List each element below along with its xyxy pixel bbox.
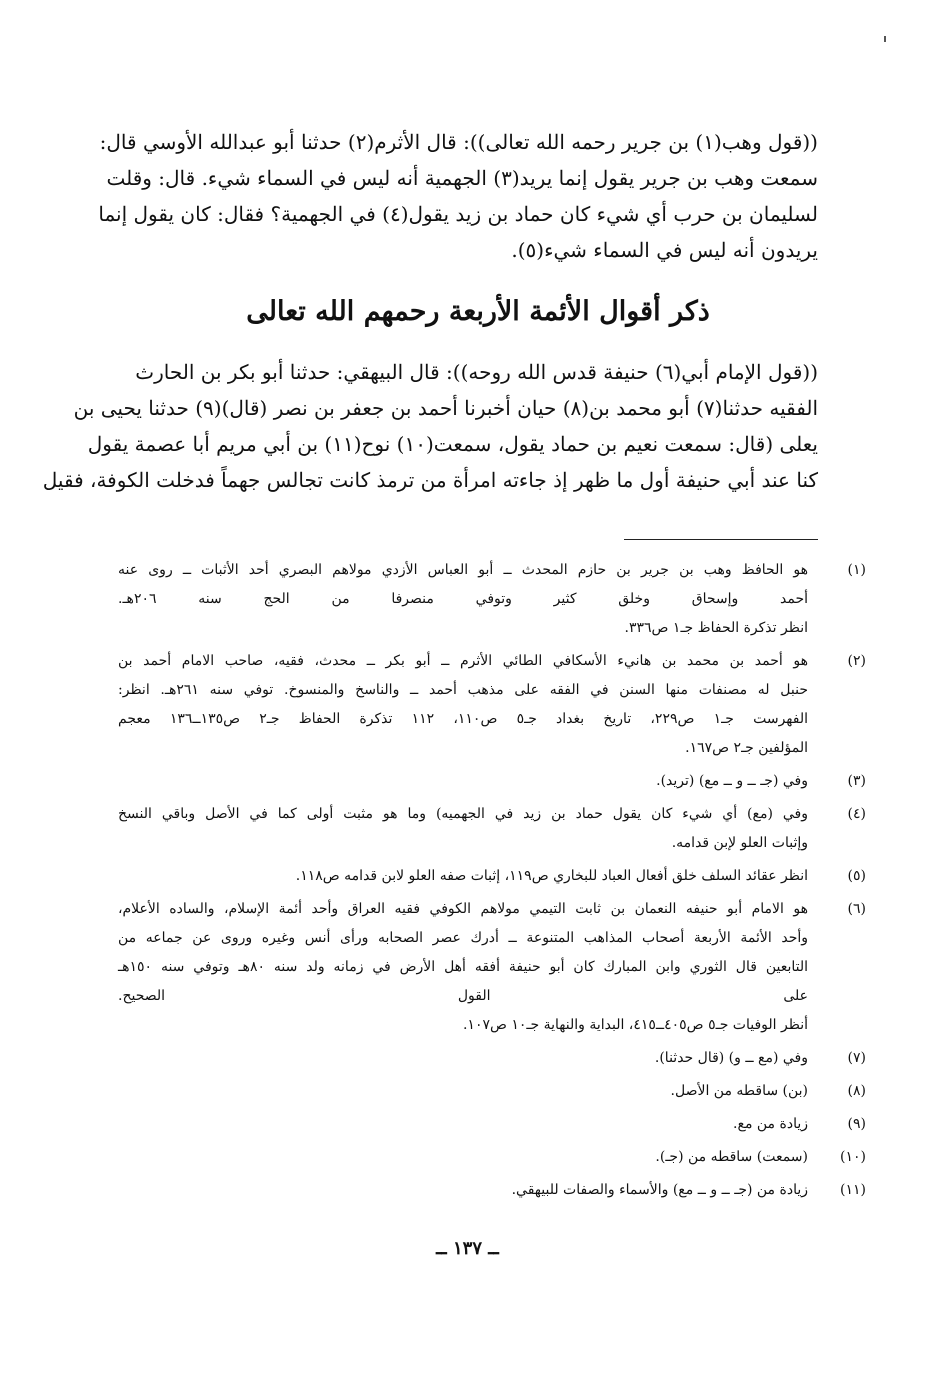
footnote-item — [118, 1044, 866, 1073]
footnote-line: هو الامام أبو حنيفه النعمان بن ثابت التيمي مولاهم الكوفي فقيه العراق وأحد أئمة الإسلام، والساده الأعلام، — [118, 901, 808, 917]
footnote-line: الفهرست جـ١ ص٢٢٩، تاريخ بغداد جـ٥ ص١١٠، ١١٢ تذكرة الحفاظ جـ٢ ص١٣٥ــ١٣٦ معجم — [118, 711, 808, 727]
paragraph-wahb-quote — [98, 124, 818, 268]
footnote-item — [118, 800, 866, 858]
margin-mark — [884, 36, 886, 42]
footnote-item — [118, 767, 866, 796]
footnote-line: وفي (مع ــ و) (قال حدثنا). — [654, 1050, 808, 1066]
footnote-line: (سمعت) ساقطه من (جـ). — [655, 1149, 808, 1165]
footnote-line: انظر تذكرة الحفاظ جـ١ ص٣٣٦. — [624, 620, 808, 636]
footnote-line: وأحد الأئمة الأربعة أصحاب المذاهب المتنوعة ــ أدرك عصر الصحابه ورأى أنس وغيره وروى عن جماعه من — [118, 930, 808, 946]
footnote-separator — [624, 539, 818, 540]
footnote-item — [118, 1143, 866, 1172]
text-line: سمعت وهب بن جرير يقول إنما يريد(٣) الجهمية أنه ليس في السماء شيء. قال: وقلت — [106, 166, 818, 190]
text-line: يعلى (قال: سمعت نعيم بن حماد يقول، سمعت(١٠) نوح(١١) بن أبي مريم أبا عصمة يقول — [87, 432, 818, 456]
text-line: الفقيه حدثنا(٧) أبو محمد بن(٨) حيان أخبرنا أحمد بن جعفر بن نصر (قال)(٩) حدثنا يحيى بن — [73, 396, 818, 420]
footnote-line: زيادة من مع. — [733, 1116, 808, 1132]
footnotes-section — [118, 556, 866, 1209]
footnote-line: وفي (مع) أي شيء كان يقول حماد بن زيد في الجهميه) وما هو مثبت أولى كما في الأصل وباقي النسخ — [118, 806, 808, 822]
footnote-item — [118, 647, 866, 763]
footnote-line: وفي (جـ ــ و ــ مع) (تريد). — [656, 773, 808, 789]
text-line: ((قول وهب(١) بن جرير رحمه الله تعالى)): قال الأثرم(٢) حدثنا أبو عبدالله الأوسي قال: — [99, 130, 818, 154]
footnote-line: (بن) ساقطه من الأصل. — [670, 1083, 808, 1099]
footnote-line: أنظر الوفيات جـ٥ ص٤٠٥ــ٤١٥، البداية والنهاية جـ١٠ ص١٠٧. — [462, 1017, 808, 1033]
footnote-item — [118, 862, 866, 891]
footnote-line: وإثبات العلو لإبن قدامه. — [671, 835, 808, 851]
footnote-line: أحمد وإسحاق وخلق كثير وتوفي منصرفا من الحج سنه ٢٠٦هـ. — [118, 591, 808, 607]
footnote-line: المؤلفين جـ٢ ص١٦٧. — [685, 740, 808, 756]
footnote-line: زيادة من (جـ ــ و ــ مع) والأسماء والصفات للبيهقي. — [511, 1182, 808, 1198]
footnote-number: (٣) — [847, 773, 866, 789]
footnote-number: (٨) — [847, 1083, 866, 1099]
footnote-line: هو الحافظ وهب بن جرير بن حازم المحدث ــ أبو العباس الأزدي مولاهم البصري أحد الأثبات ــ روى عنه — [118, 562, 808, 578]
footnote-number: (١١) — [840, 1182, 866, 1198]
footnote-line: انظر عقائد السلف خلق أفعال العباد للبخاري ص١١٩، إثبات صفه العلو لابن قدامه ص١١٨. — [295, 868, 808, 884]
footnote-item — [118, 895, 866, 1040]
text-line: كنا عند أبي حنيفة أول ما ظهر إذ جاءته امرأة من ترمذ كانت تجالس جهماً فدخلت الكوفة، فقيل — [42, 468, 818, 492]
footnote-line: التابعين قال الثوري وابن المبارك كان أبو حنيفة أفقه أهل الأرض في زمانه ولد سنه ٨٠هـ وتوفي سنه ١٥٠هـ — [118, 959, 809, 975]
section-heading: ذكر أقوال الأئمة الأربعة رحمهم الله تعالى — [246, 296, 710, 327]
footnote-number: (٤) — [847, 806, 866, 822]
footnote-number: (٦) — [847, 901, 866, 917]
footnote-number: (٢) — [847, 653, 866, 669]
text-line: ((قول الإمام أبي(٦) حنيفة قدس الله روحه)): قال البيهقي: حدثنا أبو بكر بن الحارث — [135, 360, 818, 384]
footnote-number: (١) — [847, 562, 866, 578]
footnote-line: هو أحمد بن محمد بن هانيء الأسكافي الطائي الأثرم ــ أبو بكر ــ محدث، فقيه، صاحب الامام أحمد بن — [118, 653, 808, 669]
footnote-line: حنبل له مصنفات منها السنن في الفقه على مذهب أحمد ــ والناسخ والمنسوخ. توفي سنه ٢٦١هـ. انظر: — [118, 682, 808, 698]
footnote-item — [118, 1077, 866, 1106]
footnote-item — [118, 556, 866, 643]
footnote-item — [118, 1176, 866, 1205]
footnote-number: (٧) — [847, 1050, 866, 1066]
paragraph-abu-hanifa-quote — [42, 354, 818, 498]
footnote-number: (٩) — [847, 1116, 866, 1132]
footnote-number: (٥) — [847, 868, 866, 884]
footnote-line: على القول الصحيح. — [118, 988, 808, 1004]
text-line: لسليمان بن حرب أي شيء كان حماد بن زيد يقول(٤) في الجهمية؟ فقال: كان يقول إنما — [98, 202, 818, 226]
footnote-number: (١٠) — [840, 1149, 866, 1165]
page-number: ــ ١٣٧ ــ — [436, 1238, 499, 1259]
text-line: يريدون أنه ليس في السماء شيء(٥). — [511, 238, 818, 262]
footnote-item — [118, 1110, 866, 1139]
